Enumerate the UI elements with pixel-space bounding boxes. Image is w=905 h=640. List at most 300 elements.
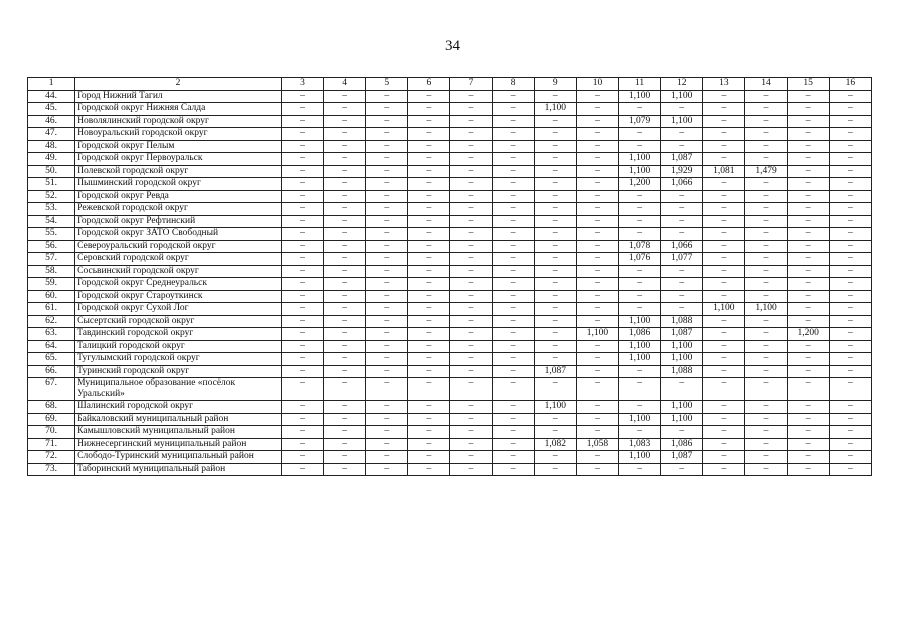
value-cell: – [281, 90, 323, 103]
value-cell: – [492, 463, 534, 476]
column-header-5: 5 [366, 78, 408, 91]
value-cell: – [366, 451, 408, 464]
value-cell: – [576, 290, 618, 303]
value-cell: – [534, 290, 576, 303]
value-cell: – [281, 253, 323, 266]
value-cell: – [366, 153, 408, 166]
column-header-2: 2 [75, 78, 282, 91]
value-cell: – [408, 178, 450, 191]
value-cell: – [703, 328, 745, 341]
column-header-4: 4 [324, 78, 366, 91]
table-row [28, 278, 872, 291]
column-header-8: 8 [492, 78, 534, 91]
value-cell: – [492, 103, 534, 116]
table-row [28, 365, 872, 378]
row-number: 48. [28, 140, 75, 153]
value-cell: 1,076 [619, 253, 661, 266]
value-cell: – [661, 228, 703, 241]
value-cell: – [829, 278, 871, 291]
row-number: 53. [28, 203, 75, 216]
value-cell: – [745, 451, 787, 464]
table-row [28, 463, 872, 476]
value-cell: – [745, 378, 787, 401]
value-cell: – [619, 228, 661, 241]
value-cell: – [576, 228, 618, 241]
row-number: 64. [28, 340, 75, 353]
row-number: 65. [28, 353, 75, 366]
value-cell: – [534, 353, 576, 366]
municipality-name: Слободо-Туринский муниципальный район [75, 451, 282, 464]
value-cell: 1,100 [619, 165, 661, 178]
value-cell: – [787, 413, 829, 426]
value-cell: – [534, 240, 576, 253]
table-row [28, 438, 872, 451]
value-cell: – [408, 438, 450, 451]
value-cell: 1,081 [703, 165, 745, 178]
value-cell: – [492, 215, 534, 228]
value-cell: – [408, 365, 450, 378]
value-cell: – [492, 140, 534, 153]
value-cell: 1,479 [745, 165, 787, 178]
column-header-13: 13 [703, 78, 745, 91]
value-cell: – [324, 365, 366, 378]
value-cell: – [619, 140, 661, 153]
value-cell: – [829, 140, 871, 153]
column-header-10: 10 [576, 78, 618, 91]
value-cell: – [745, 328, 787, 341]
value-cell: – [324, 278, 366, 291]
value-cell: 1,100 [661, 413, 703, 426]
value-cell: – [787, 365, 829, 378]
value-cell: – [324, 128, 366, 141]
municipality-name: Талицкий городской округ [75, 340, 282, 353]
value-cell: – [829, 438, 871, 451]
value-cell: – [492, 340, 534, 353]
municipality-name: Байкаловский муниципальный район [75, 413, 282, 426]
value-cell: – [703, 103, 745, 116]
value-cell: – [576, 315, 618, 328]
row-number: 56. [28, 240, 75, 253]
table-row [28, 190, 872, 203]
value-cell: – [787, 451, 829, 464]
value-cell: – [787, 340, 829, 353]
table-row [28, 153, 872, 166]
value-cell: – [576, 115, 618, 128]
value-cell: – [366, 240, 408, 253]
value-cell: – [408, 90, 450, 103]
value-cell: – [576, 340, 618, 353]
value-cell: – [534, 115, 576, 128]
value-cell: – [745, 340, 787, 353]
row-number: 71. [28, 438, 75, 451]
value-cell: – [703, 278, 745, 291]
value-cell: – [366, 438, 408, 451]
value-cell: 1,083 [619, 438, 661, 451]
value-cell: – [661, 190, 703, 203]
value-cell: – [534, 253, 576, 266]
value-cell: – [787, 103, 829, 116]
municipality-name: Муниципальное образование «посёлок Уральский» [75, 378, 282, 401]
column-header-16: 16 [829, 78, 871, 91]
value-cell: – [661, 128, 703, 141]
value-cell: – [492, 203, 534, 216]
row-number: 63. [28, 328, 75, 341]
value-cell: – [534, 140, 576, 153]
value-cell: – [366, 413, 408, 426]
row-number: 67. [28, 378, 75, 401]
value-cell: – [829, 228, 871, 241]
value-cell: – [745, 190, 787, 203]
value-cell: – [829, 426, 871, 439]
value-cell: – [619, 303, 661, 316]
table-row [28, 340, 872, 353]
column-header-3: 3 [281, 78, 323, 91]
value-cell: – [787, 303, 829, 316]
value-cell: 1,066 [661, 178, 703, 191]
value-cell: 1,078 [619, 240, 661, 253]
value-cell: – [745, 128, 787, 141]
value-cell: – [281, 153, 323, 166]
value-cell: – [366, 265, 408, 278]
value-cell: – [450, 253, 492, 266]
value-cell: – [576, 128, 618, 141]
municipality-name: Новоуральский городской округ [75, 128, 282, 141]
value-cell: 1,100 [661, 340, 703, 353]
value-cell: – [492, 303, 534, 316]
value-cell: – [281, 413, 323, 426]
table-row [28, 413, 872, 426]
value-cell: – [408, 128, 450, 141]
column-header-1: 1 [28, 78, 75, 91]
municipality-name: Городской округ Ревда [75, 190, 282, 203]
value-cell: – [703, 203, 745, 216]
value-cell: – [787, 140, 829, 153]
table-row [28, 115, 872, 128]
value-cell: – [829, 178, 871, 191]
value-cell: – [281, 128, 323, 141]
value-cell: – [534, 426, 576, 439]
value-cell: 1,200 [619, 178, 661, 191]
value-cell: – [324, 265, 366, 278]
value-cell: – [534, 215, 576, 228]
value-cell: – [408, 165, 450, 178]
value-cell: – [324, 413, 366, 426]
value-cell: – [829, 128, 871, 141]
value-cell: – [492, 90, 534, 103]
value-cell: – [745, 153, 787, 166]
value-cell: – [324, 438, 366, 451]
value-cell: – [492, 438, 534, 451]
value-cell: – [492, 315, 534, 328]
value-cell: – [829, 353, 871, 366]
value-cell: – [450, 128, 492, 141]
value-cell: – [576, 165, 618, 178]
value-cell: 1,066 [661, 240, 703, 253]
row-number: 60. [28, 290, 75, 303]
column-header-15: 15 [787, 78, 829, 91]
value-cell: 1,087 [661, 153, 703, 166]
value-cell: – [408, 401, 450, 414]
value-cell: – [281, 190, 323, 203]
value-cell: – [408, 253, 450, 266]
value-cell: – [703, 353, 745, 366]
value-cell: – [829, 365, 871, 378]
value-cell: – [745, 413, 787, 426]
value-cell: – [745, 253, 787, 266]
value-cell: – [408, 353, 450, 366]
value-cell: – [745, 115, 787, 128]
value-cell: – [576, 215, 618, 228]
value-cell: – [576, 451, 618, 464]
value-cell: – [829, 401, 871, 414]
table-row [28, 165, 872, 178]
value-cell: – [787, 315, 829, 328]
value-cell: – [703, 290, 745, 303]
value-cell: – [534, 165, 576, 178]
value-cell: – [324, 190, 366, 203]
table-row [28, 128, 872, 141]
value-cell: – [324, 290, 366, 303]
value-cell: – [576, 190, 618, 203]
value-cell: – [366, 426, 408, 439]
value-cell: – [450, 303, 492, 316]
municipality-name: Город Нижний Тагил [75, 90, 282, 103]
value-cell: – [703, 315, 745, 328]
value-cell: – [492, 278, 534, 291]
value-cell: – [408, 240, 450, 253]
table-row [28, 353, 872, 366]
value-cell: – [534, 328, 576, 341]
value-cell: – [534, 190, 576, 203]
table-body [28, 90, 872, 476]
value-cell: – [450, 140, 492, 153]
value-cell: – [576, 253, 618, 266]
value-cell: – [745, 463, 787, 476]
value-cell: – [408, 303, 450, 316]
column-header-11: 11 [619, 78, 661, 91]
value-cell: – [408, 451, 450, 464]
value-cell: – [408, 153, 450, 166]
value-cell: – [576, 278, 618, 291]
value-cell: – [534, 451, 576, 464]
value-cell: – [661, 303, 703, 316]
value-cell: – [703, 451, 745, 464]
value-cell: – [450, 378, 492, 401]
table-row [28, 228, 872, 241]
value-cell: 1,100 [534, 401, 576, 414]
value-cell: – [703, 153, 745, 166]
value-cell: – [787, 290, 829, 303]
value-cell: – [408, 115, 450, 128]
municipality-name: Нижнесергинский муниципальный район [75, 438, 282, 451]
value-cell: – [576, 353, 618, 366]
value-cell: – [408, 463, 450, 476]
value-cell: – [492, 253, 534, 266]
value-cell: – [450, 240, 492, 253]
value-cell: – [576, 426, 618, 439]
value-cell: – [703, 190, 745, 203]
column-header-14: 14 [745, 78, 787, 91]
value-cell: – [366, 115, 408, 128]
value-cell: – [450, 215, 492, 228]
value-cell: 1,100 [745, 303, 787, 316]
municipality-name: Шалинский городской округ [75, 401, 282, 414]
municipality-name: Тавдинский городской округ [75, 328, 282, 341]
value-cell: – [787, 438, 829, 451]
value-cell: – [450, 290, 492, 303]
value-cell: – [408, 378, 450, 401]
row-number: 45. [28, 103, 75, 116]
value-cell: 1,100 [619, 315, 661, 328]
table-row [28, 328, 872, 341]
value-cell: – [408, 140, 450, 153]
value-cell: – [324, 228, 366, 241]
value-cell: – [534, 413, 576, 426]
value-cell: – [492, 353, 534, 366]
table-row [28, 303, 872, 316]
value-cell: – [745, 103, 787, 116]
municipality-name: Режевской городской округ [75, 203, 282, 216]
value-cell: 1,088 [661, 315, 703, 328]
value-cell: – [492, 413, 534, 426]
value-cell: – [787, 90, 829, 103]
value-cell: 1,100 [661, 115, 703, 128]
row-number: 44. [28, 90, 75, 103]
value-cell: – [745, 140, 787, 153]
value-cell: – [534, 265, 576, 278]
value-cell: – [703, 438, 745, 451]
value-cell: – [492, 401, 534, 414]
value-cell: – [619, 203, 661, 216]
value-cell: – [281, 140, 323, 153]
value-cell: – [829, 215, 871, 228]
value-cell: – [408, 413, 450, 426]
table-row [28, 178, 872, 191]
value-cell: – [324, 303, 366, 316]
value-cell: – [703, 215, 745, 228]
value-cell: 1,077 [661, 253, 703, 266]
value-cell: – [324, 340, 366, 353]
value-cell: – [324, 426, 366, 439]
value-cell: – [661, 290, 703, 303]
municipality-name: Городской округ Рефтинский [75, 215, 282, 228]
value-cell: – [281, 438, 323, 451]
value-cell: – [787, 463, 829, 476]
value-cell: – [450, 438, 492, 451]
value-cell: – [829, 253, 871, 266]
value-cell: – [450, 365, 492, 378]
value-cell: 1,086 [661, 438, 703, 451]
column-header-6: 6 [408, 78, 450, 91]
value-cell: – [534, 228, 576, 241]
value-cell: – [787, 265, 829, 278]
value-cell: – [534, 178, 576, 191]
value-cell: – [281, 240, 323, 253]
table-row [28, 451, 872, 464]
value-cell: – [492, 290, 534, 303]
value-cell: – [450, 353, 492, 366]
value-cell: – [829, 240, 871, 253]
row-number: 70. [28, 426, 75, 439]
value-cell: – [366, 378, 408, 401]
value-cell: – [366, 165, 408, 178]
table-row [28, 315, 872, 328]
value-cell: – [366, 278, 408, 291]
value-cell: – [408, 278, 450, 291]
value-cell: – [787, 153, 829, 166]
table-row [28, 401, 872, 414]
value-cell: – [661, 203, 703, 216]
data-table [27, 77, 872, 476]
value-cell: – [281, 315, 323, 328]
row-number: 72. [28, 451, 75, 464]
value-cell: – [408, 315, 450, 328]
value-cell: 1,100 [703, 303, 745, 316]
value-cell: – [366, 303, 408, 316]
value-cell: – [619, 215, 661, 228]
table-row [28, 253, 872, 266]
value-cell: – [324, 401, 366, 414]
value-cell: – [576, 240, 618, 253]
value-cell: – [829, 340, 871, 353]
value-cell: – [492, 451, 534, 464]
value-cell: – [366, 190, 408, 203]
value-cell: – [703, 228, 745, 241]
row-number: 50. [28, 165, 75, 178]
value-cell: – [787, 128, 829, 141]
value-cell: – [408, 290, 450, 303]
value-cell: – [787, 426, 829, 439]
municipality-name: Городской округ Староуткинск [75, 290, 282, 303]
value-cell: – [703, 365, 745, 378]
value-cell: – [787, 190, 829, 203]
value-cell: – [492, 128, 534, 141]
table-row [28, 140, 872, 153]
value-cell: – [703, 178, 745, 191]
value-cell: – [281, 463, 323, 476]
value-cell: – [281, 290, 323, 303]
value-cell: – [492, 365, 534, 378]
value-cell: – [576, 365, 618, 378]
value-cell: – [787, 115, 829, 128]
table-row [28, 378, 872, 401]
value-cell: 1,100 [619, 153, 661, 166]
value-cell: – [324, 203, 366, 216]
row-number: 69. [28, 413, 75, 426]
value-cell: – [661, 103, 703, 116]
value-cell: – [408, 215, 450, 228]
value-cell: – [281, 426, 323, 439]
value-cell: – [281, 365, 323, 378]
value-cell: – [661, 426, 703, 439]
row-number: 49. [28, 153, 75, 166]
municipality-name: Городской округ Пелым [75, 140, 282, 153]
value-cell: – [281, 278, 323, 291]
municipality-name: Новолялинский городской округ [75, 115, 282, 128]
value-cell: – [408, 103, 450, 116]
value-cell: – [366, 178, 408, 191]
value-cell: – [576, 203, 618, 216]
value-cell: – [745, 290, 787, 303]
value-cell: – [281, 103, 323, 116]
value-cell: – [745, 315, 787, 328]
value-cell: – [534, 90, 576, 103]
value-cell: – [492, 165, 534, 178]
value-cell: – [366, 353, 408, 366]
value-cell: 1,100 [661, 353, 703, 366]
municipality-name: Тугулымский городской округ [75, 353, 282, 366]
value-cell: – [619, 278, 661, 291]
